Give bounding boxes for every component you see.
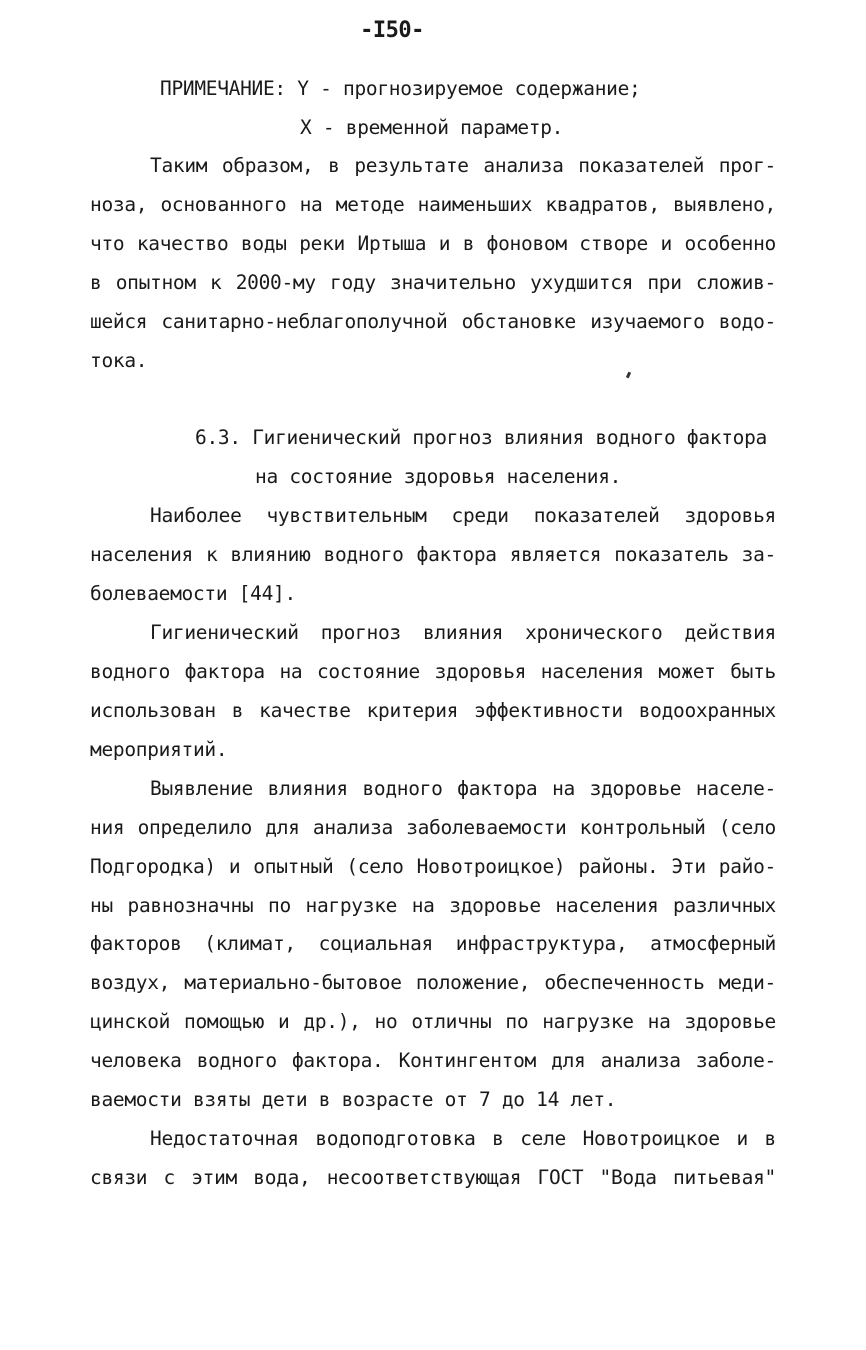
paragraph-1-line-3: что качество воды реки Иртыша и в фоновом створе и особенно (90, 232, 776, 255)
paragraph-4-line-3: Подгородка) и опытный (село Новотроицкое) районы. Эти райо- (90, 855, 776, 878)
paragraph-4-line-2: ния определило для анализа заболеваемости контрольный (село (90, 816, 776, 839)
paragraph-2-line-2: населения к влиянию водного фактора является показатель за- (90, 543, 776, 566)
paragraph-4-line-4: ны равнозначны по нагрузке на здоровье населения различных (90, 894, 776, 917)
paragraph-4-line-6: воздух, материально-бытовое положение, обеспеченность меди- (90, 971, 776, 994)
paragraph-1-line-1: Таким образом, в результате анализа показателей прог- (150, 154, 776, 177)
paragraph-4-line-5: факторов (климат, социальная инфраструктура, атмосферный (90, 932, 776, 955)
note-line-1: ПРИМЕЧАНИЕ: Y - прогнозируемое содержание; (160, 77, 641, 100)
paragraph-2-line-1: Наиболее чувствительным среди показателей здоровья (150, 504, 776, 527)
paragraph-1-line-2: ноза, основанного на методе наименьших квадратов, выявлено, (90, 193, 776, 216)
stray-mark (626, 372, 631, 379)
section-heading-line-2: на состояние здоровья населения. (255, 465, 622, 488)
paragraph-4-line-9: ваемости взяты дети в возрасте от 7 до 14 лет. (90, 1088, 617, 1111)
note-line-2: X - временной параметр. (300, 116, 564, 139)
paragraph-4-line-7: цинской помощью и др.), но отличны по нагрузке на здоровье (90, 1010, 776, 1033)
paragraph-3-line-1: Гигиенический прогноз влияния хронического действия (150, 621, 776, 644)
paragraph-3-line-4: мероприятий. (90, 738, 228, 761)
paragraph-1-line-6: тока. (90, 349, 148, 372)
page-number: -I50- (360, 18, 424, 43)
paragraph-4-line-8: человека водного фактора. Контингентом для анализа заболе- (90, 1049, 776, 1072)
paragraph-1-line-4: в опытном к 2000-му году значительно ухудшится при сложив- (90, 271, 776, 294)
paragraph-5-line-2: связи с этим вода, несоответствующая ГОСТ "Вода питьевая" (90, 1166, 776, 1189)
paragraph-1-line-5: шейся санитарно-неблагополучной обстановке изучаемого водо- (90, 310, 776, 333)
paragraph-2-line-3: болеваемости [44]. (90, 582, 296, 605)
paragraph-5-line-1: Недостаточная водоподготовка в селе Новотроицкое и в (150, 1127, 776, 1150)
paragraph-3-line-3: использован в качестве критерия эффективности водоохранных (90, 699, 776, 722)
paragraph-4-line-1: Выявление влияния водного фактора на здоровье населе- (150, 777, 776, 800)
section-heading-line-1: 6.3. Гигиенический прогноз влияния водного фактора (195, 426, 768, 449)
paragraph-3-line-2: водного фактора на состояние здоровья населения может быть (90, 660, 776, 683)
